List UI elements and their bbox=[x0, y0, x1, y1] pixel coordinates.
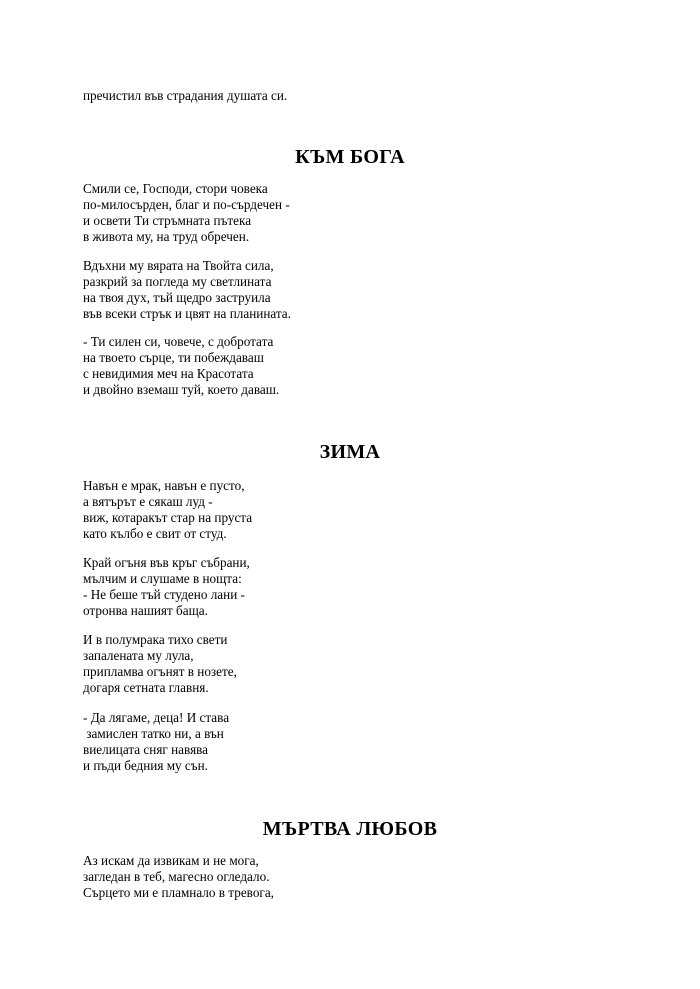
poem-line: замислен татко ни, а вън bbox=[83, 726, 224, 741]
poem-line: по-милосърден, благ и по-сърдечен - bbox=[83, 197, 290, 212]
poem-line: и пъди бедния му сън. bbox=[83, 758, 208, 773]
poem-title-kam-boga: КЪМ БОГА bbox=[295, 146, 405, 168]
poem-line: на твоето сърце, ти побеждаваш bbox=[83, 350, 264, 365]
poem-line: догаря сетната главня. bbox=[83, 680, 209, 695]
poem-line: Смили се, Господи, стори човека bbox=[83, 181, 268, 196]
poem-line: а вятърът е сякаш луд - bbox=[83, 494, 213, 509]
poem-line: и двойно вземаш туй, което даваш. bbox=[83, 382, 280, 397]
poem-line: И в полумрака тихо свети bbox=[83, 632, 228, 647]
poem-line: Навън е мрак, навън е пусто, bbox=[83, 478, 245, 493]
poem-line: загледан в теб, магесно огледало. bbox=[83, 869, 270, 884]
poem-line: - Да лягаме, деца! И става bbox=[83, 710, 230, 725]
poem-title-zima: ЗИМА bbox=[319, 441, 381, 463]
poem-line: разкрий за погледа му светлината bbox=[83, 274, 272, 289]
poem-line: виж, котаракът стар на пруста bbox=[83, 510, 253, 525]
poem-title-martva-lyubov: МЪРТВА ЛЮБОВ bbox=[262, 818, 438, 840]
poem-line: Аз искам да извикам и не мога, bbox=[83, 853, 259, 868]
poem-line: мълчим и слушаме в нощта: bbox=[83, 571, 242, 586]
poem-line: Сърцето ми е пламнало в тревога, bbox=[83, 885, 274, 900]
poem-line: в живота му, на труд обречен. bbox=[83, 229, 250, 244]
poem-line: припламва огънят в нозете, bbox=[83, 664, 237, 679]
poem-line: Край огъня във кръг събрани, bbox=[83, 555, 250, 570]
poem-line: и освети Ти стръмната пътека bbox=[83, 213, 252, 228]
poem-line: като кълбо е свит от студ. bbox=[83, 526, 227, 541]
poem-line: във всеки стрък и цвят на планината. bbox=[83, 306, 291, 321]
poem-line: отронва нашият баща. bbox=[83, 603, 208, 618]
poem-line: - Ти силен си, човече, с добротата bbox=[83, 334, 274, 349]
poem-line: Вдъхни му вярата на Твойта сила, bbox=[83, 258, 274, 273]
poem-line: запалената му лула, bbox=[83, 648, 194, 663]
poem-line: на твоя дух, тъй щедро заструила bbox=[83, 290, 271, 305]
poem-line: с невидимия меч на Красотата bbox=[83, 366, 254, 381]
intro-line: пречистил във страдания душата си. bbox=[83, 88, 288, 103]
poem-line: - Не беше тъй студено лани - bbox=[83, 587, 245, 602]
poem-line: виелицата сняг навява bbox=[83, 742, 209, 757]
